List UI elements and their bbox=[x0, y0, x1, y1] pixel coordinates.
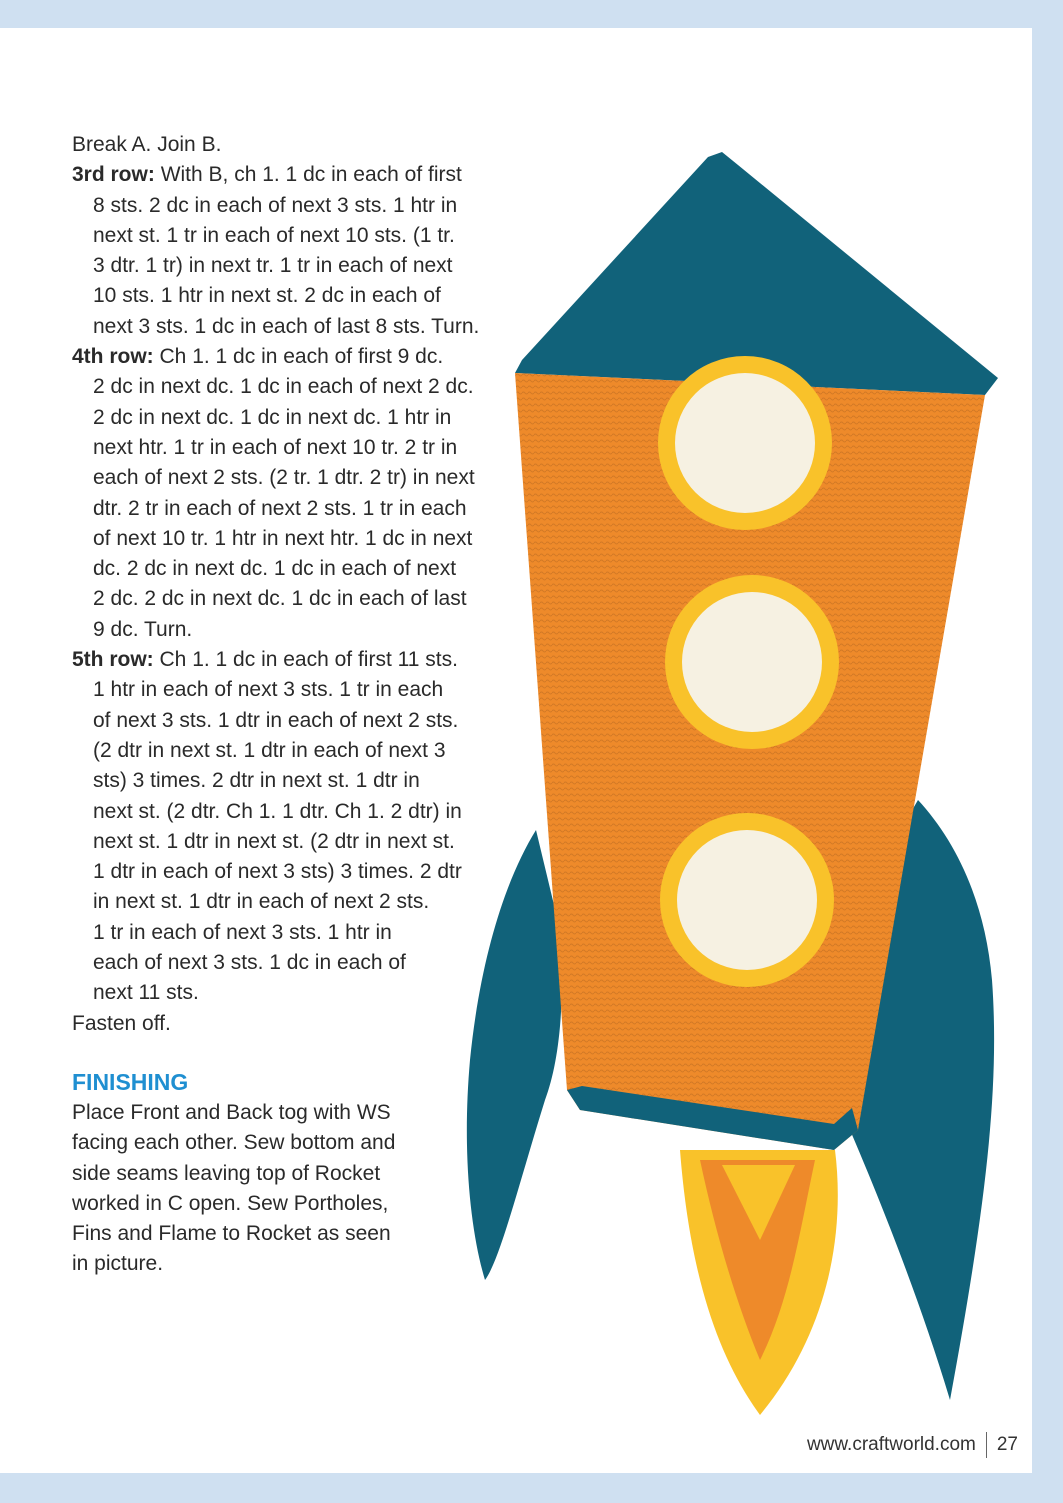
row-label: 4th row: bbox=[72, 345, 154, 369]
row-text: With B, ch 1. 1 dc in each of first bbox=[160, 163, 462, 187]
row-text: in next st. 1 dtr in each of next 2 sts. bbox=[93, 890, 430, 914]
porthole-top bbox=[658, 356, 832, 530]
footer-divider bbox=[986, 1432, 987, 1458]
row-text: each of next 3 sts. 1 dc in each of bbox=[93, 951, 406, 975]
row-text: next st. 1 dtr in next st. (2 dtr in next st. bbox=[93, 829, 455, 853]
intro-line: Break A. Join B. bbox=[72, 133, 222, 156]
finishing-line: Place Front and Back tog with WS bbox=[72, 1100, 391, 1124]
website-link[interactable]: www.craftworld.com bbox=[806, 1434, 976, 1456]
finishing-line: side seams leaving top of Rocket bbox=[72, 1161, 381, 1185]
row-text: 2 dc in next dc. 1 dc in each of next 2 dc. bbox=[93, 375, 474, 399]
row-label: 3rd row: bbox=[72, 163, 155, 187]
finishing-line: Fins and Flame to Rocket as seen bbox=[72, 1222, 391, 1246]
crochet-rocket-photo bbox=[440, 125, 1020, 1425]
porthole-middle bbox=[665, 575, 839, 749]
page-footer bbox=[807, 1432, 1018, 1458]
row-text: next st. (2 dtr. Ch 1. 1 dtr. Ch 1. 2 dtr) in bbox=[93, 799, 462, 823]
row-text: dc. 2 dc in next dc. 1 dc in each of next bbox=[93, 557, 457, 581]
row-text: 2 dc in next dc. 1 dc in next dc. 1 htr in bbox=[93, 405, 452, 429]
row-text: Ch 1. 1 dc in each of first 11 sts. bbox=[159, 648, 458, 672]
row-label: 5th row: bbox=[72, 648, 154, 672]
left-fin bbox=[467, 830, 562, 1280]
porthole-bottom bbox=[660, 813, 834, 987]
outro-line: Fasten off. bbox=[72, 1011, 171, 1035]
row-text: 2 dc. 2 dc in next dc. 1 dc in each of last bbox=[93, 587, 467, 611]
row-text: 1 dtr in each of next 3 sts) 3 times. 2 dtr bbox=[93, 860, 462, 884]
row-text: 1 htr in each of next 3 sts. 1 tr in each bbox=[93, 678, 444, 702]
row-text: (2 dtr in next st. 1 dtr in each of next 3 bbox=[93, 738, 446, 762]
row-text: sts) 3 times. 2 dtr in next st. 1 dtr in bbox=[93, 769, 420, 793]
finishing-line: worked in C open. Sew Portholes, bbox=[72, 1191, 389, 1215]
row-text: 3 dtr. 1 tr) in next tr. 1 tr in each of next bbox=[93, 254, 453, 278]
row-text: of next 10 tr. 1 htr in next htr. 1 dc in next bbox=[93, 526, 473, 550]
row-text: 9 dc. Turn. bbox=[93, 617, 193, 641]
page-number: 27 bbox=[996, 1434, 1018, 1456]
finishing-line: facing each other. Sew bottom and bbox=[72, 1131, 396, 1155]
row-text: next htr. 1 tr in each of next 10 tr. 2 tr in bbox=[93, 435, 458, 459]
row-text: 8 sts. 2 dc in each of next 3 sts. 1 htr in bbox=[93, 193, 458, 217]
finishing-line: in picture. bbox=[72, 1252, 164, 1276]
row-text: each of next 2 sts. (2 tr. 1 dtr. 2 tr) in next bbox=[93, 466, 475, 490]
row-text: Ch 1. 1 dc in each of first 9 dc. bbox=[159, 345, 444, 369]
row-text: next 3 sts. 1 dc in each of last 8 sts. Turn. bbox=[93, 314, 480, 338]
row-text: dtr. 2 tr in each of next 2 sts. 1 tr in each bbox=[93, 496, 467, 520]
row-text: next 11 sts. bbox=[93, 981, 199, 1005]
row-text: next st. 1 tr in each of next 10 sts. (1 tr. bbox=[93, 223, 455, 247]
row-text: of next 3 sts. 1 dtr in each of next 2 sts. bbox=[93, 708, 459, 732]
finishing-heading: FINISHING bbox=[72, 1068, 189, 1095]
row-text: 1 tr in each of next 3 sts. 1 htr in bbox=[93, 920, 392, 944]
row-text: 10 sts. 1 htr in next st. 2 dc in each of bbox=[93, 284, 441, 308]
